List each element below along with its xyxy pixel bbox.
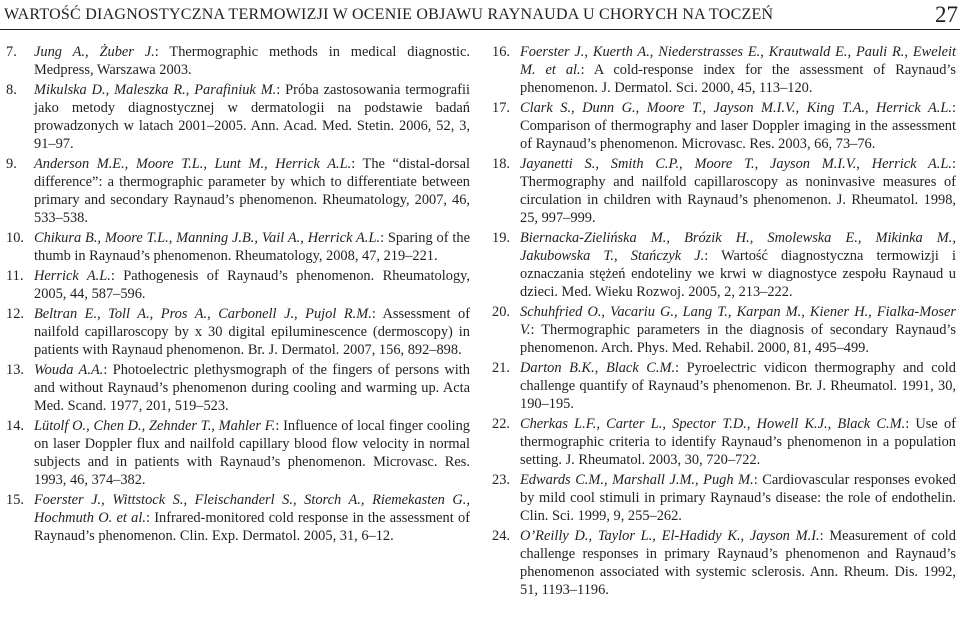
reference-text [520,43,956,97]
reference-text [520,415,956,469]
running-title: WARTOŚĆ DIAGNOSTYCZNA TERMOWIZJI W OCENIE OBJAWU RAYNAUDA U CHORYCH NA TOCZEŃ [4,6,774,23]
reference-text [34,43,470,79]
reference-authors: O’Reilly D., Taylor L., El-Hadidy K., Jayson M.I. [520,528,820,544]
reference-text [520,471,956,525]
reference-number: 17. [492,100,510,116]
reference-number: 10. [6,230,24,246]
reference-number: 23. [492,472,510,488]
reference-authors: Mikulska D., Maleszka R., Parafiniuk M. [34,82,277,98]
reference-number: 15. [6,492,24,508]
reference-citation: : Assessment of nailfold capillaroscopy by x 30 digital epiluminescence (dermoscopy) in patients with Raynaud phenomenon. Br. J. Dermatol. 2007, 156, 892–898. [34,306,470,358]
reference-item [492,359,956,413]
reference-number: 21. [492,360,510,376]
reference-text [520,303,956,357]
reference-number: 7. [6,44,17,60]
reference-number: 22. [492,416,510,432]
reference-item [6,491,470,545]
reference-text [34,229,470,265]
reference-item [492,155,956,227]
reference-item [492,303,956,357]
reference-authors: Darton B.K., Black C.M. [520,360,676,376]
reference-citation: : Sparing of the thumb in Raynaud’s phenomenon. Rheumatology, 2008, 47, 219–221. [34,230,470,264]
reference-text [34,361,470,415]
reference-item [6,43,470,79]
reference-item [492,43,956,97]
reference-text [34,491,470,545]
reference-authors: Lütolf O., Chen D., Zehnder T., Mahler F. [34,418,276,434]
reference-authors: Jung A., Żuber J. [34,44,155,60]
reference-authors: Foerster J., Kuerth A., Niederstrasses E., Krautwald E., Pauli R., Eweleit M. et al. [520,44,956,78]
page-number: 27 [935,2,958,27]
reference-number: 16. [492,44,510,60]
reference-citation: : Cardiovascular responses evoked by mild cool stimuli in primary Raynaud’s disease: the role of endothelin. Clin. Sci. 1999, 9, 255–262. [520,472,956,524]
reference-citation: : The “distal-dorsal difference”: a thermographic parameter by which to differentiate between primary and secondary Raynaud’s phenomenon. Rheumatology, 2007, 46, 533–538. [34,156,470,226]
reference-citation: : A cold-response index for the assessment of Raynaud’s phenomenon. J. Dermatol. Sci. 2000, 45, 113–120. [520,62,956,96]
reference-citation: : Use of thermographic criteria to identify Raynaud’s phenomenon in a population setting. J. Rheumatol. 2003, 30, 720–722. [520,416,957,468]
reference-citation: : Comparison of thermography and laser Doppler imaging in the assessment of Raynaud’s phenomenon. Microvasc. Res. 2003, 66, 73–76. [520,100,956,152]
reference-citation: : Measurement of cold challenge responses in primary Raynaud’s phenomenon and Raynaud’s phenomenon associated with systemic sclerosis. Ann. Rheum. Dis. 1992, 51, 1193–1196. [520,528,957,598]
references-column-right [492,43,956,601]
reference-citation: : Infrared-monitored cold response in the assessment of Raynaud’s phenomenon. Clin. Exp. Dermatol. 2005, 31, 6–12. [34,510,470,544]
reference-item [6,305,470,359]
reference-text [34,155,470,227]
reference-citation: : Thermographic parameters in the diagnosis of secondary Raynaud’s phenomenon. Arch. Phys. Med. Rehabil. 2000, 81, 495–499. [520,322,956,356]
reference-number: 8. [6,82,17,98]
reference-item [492,527,956,599]
reference-authors: Edwards C.M., Marshall J.M., Pugh M. [520,472,754,488]
reference-text [34,81,470,153]
reference-number: 24. [492,528,510,544]
reference-number: 9. [6,156,17,172]
reference-authors: Herrick A.L. [34,268,111,284]
reference-number: 18. [492,156,510,172]
reference-citation: : Próba zastosowania termografii jako metody diagnostycznej w dermatologii na podstawie badań prowadzonych w latach 2001–2005. Ann. Acad. Med. Stetin. 2006, 52, 3, 91–97. [34,82,470,152]
reference-text [520,359,956,413]
reference-number: 20. [492,304,510,320]
reference-authors: Chikura B., Moore T.L., Manning J.B., Vail A., Herrick A.L. [34,230,381,246]
reference-authors: Beltran E., Toll A., Pros A., Carbonell J., Pujol R.M. [34,306,372,322]
reference-text [520,155,956,227]
reference-number: 14. [6,418,24,434]
reference-citation: : Photoelectric plethysmograph of the fingers of persons with and without Raynaud’s phenomenon during cooling and warming up. Acta Med. Scand. 1977, 201, 519–523. [34,362,471,414]
reference-authors: Jayanetti S., Smith C.P., Moore T., Jayson M.I.V., Herrick A.L. [520,156,952,172]
reference-text [34,305,470,359]
reference-number: 11. [6,268,24,284]
reference-citation: : Thermography and nailfold capillaroscopy as noninvasive measures of circulation in children with Raynaud’s phenomenon. J. Rheumatol. 1998, 25, 997–999. [520,156,956,226]
reference-authors: Schuhfried O., Vacariu G., Lang T., Karpan M., Kiener H., Fialka-Moser V. [520,304,956,338]
reference-authors: Cherkas L.F., Carter L., Spector T.D., Howell K.J., Black C.M. [520,416,906,432]
reference-citation: : Pyroelectric vidicon thermography and cold challenge quantify of Raynaud’s phenomenon. Br. J. Rheumatol. 1991, 30, 190–195. [520,360,956,412]
reference-text [34,417,470,489]
reference-text [34,267,470,303]
reference-item [492,471,956,525]
reference-item [6,229,470,265]
reference-item [6,81,470,153]
running-header [0,0,960,30]
reference-number: 13. [6,362,24,378]
reference-item [6,361,470,415]
reference-authors: Clark S., Dunn G., Moore T., Jayson M.I.V., King T.A., Herrick A.L. [520,100,952,116]
references-column-left [6,43,470,547]
reference-text [520,229,956,301]
reference-citation: : Wartość diagnostyczna termowizji i oznaczania stężeń endoteliny we krwi w diagnostyce zespołu Raynaud u dzieci. Med. Wieku Rozwoj. 2005, 2, 213–222. [520,248,956,300]
reference-authors: Foerster J., Wittstock S., Fleischanderl S., Storch A., Riemekasten G., Hochmuth O. et al. [34,492,470,526]
reference-item [492,229,956,301]
reference-item [492,415,956,469]
reference-number: 12. [6,306,24,322]
reference-item [6,267,470,303]
reference-number: 19. [492,230,510,246]
reference-text [520,527,956,599]
reference-authors: Wouda A.A. [34,362,104,378]
reference-text [520,99,956,153]
reference-item [492,99,956,153]
reference-item [6,155,470,227]
reference-item [6,417,470,489]
reference-authors: Biernacka-Zielińska M., Brózik H., Smolewska E., Mikinka M., Jakubowska T., Stańczyk J. [520,230,956,264]
reference-citation: : Influence of local finger cooling on laser Doppler flux and nailfold capillary blood flow velocity in normal subjects and in patients with Raynaud’s phenomenon. Microvasc. Res. 1993, 46, 374–382. [34,418,470,488]
reference-authors: Anderson M.E., Moore T.L., Lunt M., Herrick A.L. [34,156,352,172]
reference-citation: : Pathogenesis of Raynaud’s phenomenon. Rheumatology, 2005, 44, 587–596. [34,268,470,302]
reference-citation: : Thermographic methods in medical diagnostic. Medpress, Warszawa 2003. [34,44,470,78]
